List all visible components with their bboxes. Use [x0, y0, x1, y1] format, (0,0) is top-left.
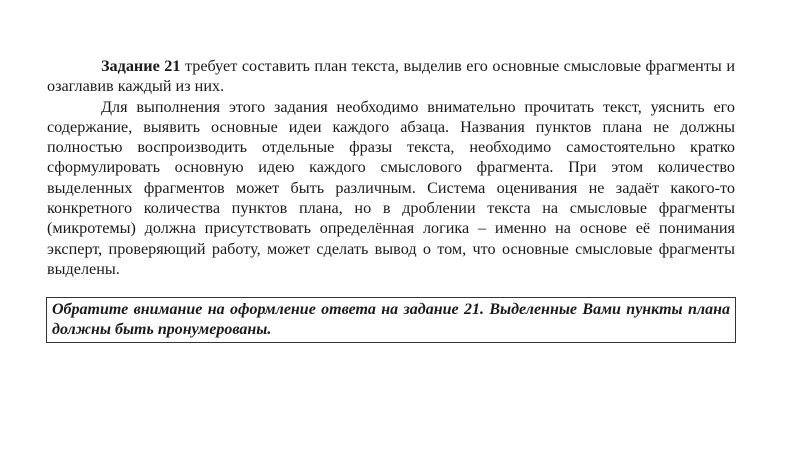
- note-text: Обратите внимание на оформление ответа на задание 21. Выделенные Вами пункты плана должны быть пронумерованы.: [52, 301, 730, 338]
- paragraph-instructions: Для выполнения этого задания необходимо внимательно прочитать текст, уяснить его содержание, выявить основные идеи каждого абзаца. Названия пунктов плана не должны полностью воспроизводить отдельные фразы текста, необходимо самостоятельно кратко сформулировать основную идею каждого смыслового фрагмента. При этом количество выделенных фрагментов может быть различным. Система оценивания не задаёт какого-то конкретного количества пунктов плана, но в дроблении текста на смысловые фрагменты (микротемы) должна присутствовать определённая логика – именно на основе её понимания эксперт, проверяющий работу, может сделать вывод о том, что основные смысловые фрагменты выделены.: [47, 97, 735, 278]
- task-description-text: требует составить план текста, выделив его основные смысловые фрагменты и озаглавив каждый из них.: [47, 57, 735, 96]
- paragraph-task-description: [47, 56, 735, 97]
- task-label: Задание 21: [101, 57, 181, 75]
- note-box: [46, 297, 736, 343]
- document-body: [47, 56, 735, 279]
